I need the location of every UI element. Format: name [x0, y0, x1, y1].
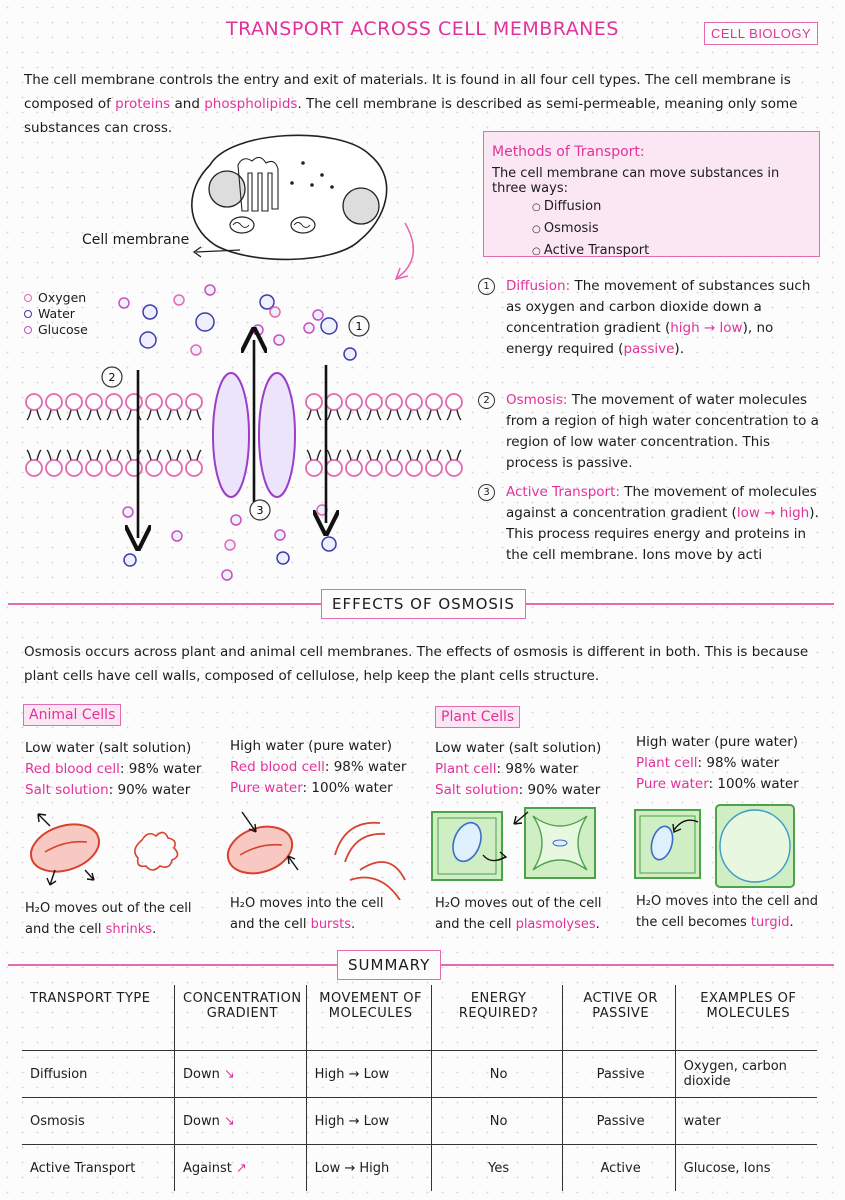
membrane-diagram	[20, 280, 470, 590]
phospholipid-head	[326, 394, 342, 410]
info-label: Red blood cell	[25, 761, 120, 777]
definition-text: The movement of molecules against a concentration gradient (	[506, 484, 817, 521]
condition-heading: Low water (salt solution)	[25, 740, 192, 756]
turgid-plant-cell-icon	[635, 805, 794, 887]
caption-text: H₂O moves out of the cell and the cell	[25, 901, 192, 937]
caption-plant-low	[435, 893, 605, 935]
plasmolysed-plant-cell-icon	[432, 808, 595, 880]
phospholipid-head	[306, 460, 322, 476]
phospholipid-tail	[387, 450, 401, 460]
topic-tag: CELL BIOLOGY	[704, 22, 818, 45]
phospholipid-head	[366, 460, 382, 476]
definition-text: The movement of substances such as oxygen and carbon dioxide down a concentration gradient (	[506, 278, 811, 336]
methods-item: ○ Active Transport	[532, 240, 809, 262]
info-label: Salt solution	[25, 782, 109, 798]
phospholipid-tail	[327, 450, 341, 460]
cell-membrane-label: Cell membrane	[82, 232, 190, 248]
caption-plant-high	[636, 891, 821, 933]
phospholipid-tail	[167, 410, 181, 420]
molecule-particle	[124, 554, 136, 566]
osmosis-section-title: EFFECTS OF OSMOSIS	[321, 589, 526, 619]
molecule-particle	[277, 552, 289, 564]
col-header: ACTIVE OR PASSIVE	[562, 985, 675, 1051]
info-value: : 100% water	[708, 776, 799, 792]
phospholipid-head	[426, 460, 442, 476]
table-row	[22, 1145, 817, 1192]
molecule-particle	[140, 332, 156, 348]
definition-number: 1	[478, 278, 495, 295]
cell-movement: Low → High	[306, 1145, 431, 1192]
info-value: : 98% water	[697, 755, 780, 771]
molecule-particle	[344, 348, 356, 360]
info-value: : 100% water	[302, 780, 393, 796]
down-gradient-icon: ↘	[223, 1066, 235, 1082]
shrunken-cell-icon	[135, 832, 178, 870]
col-header: TRANSPORT TYPE	[22, 985, 175, 1051]
condition-heading: High water (pure water)	[230, 738, 393, 754]
info-label: Pure water	[230, 780, 303, 796]
definition-number: 3	[478, 484, 495, 501]
plant-high-info	[636, 732, 836, 795]
cell-mode: Passive	[562, 1051, 675, 1098]
animal-cells-label: Animal Cells	[23, 704, 121, 726]
phospholipid-tail	[347, 410, 361, 420]
phospholipid-tail	[427, 450, 441, 460]
phospholipid-tail	[447, 450, 461, 460]
molecule-particle	[231, 515, 241, 525]
molecule-particle	[123, 507, 133, 517]
cell-movement: High → Low	[306, 1051, 431, 1098]
phospholipid-head	[426, 394, 442, 410]
molecule-particle	[322, 537, 336, 551]
phospholipid-tail	[167, 450, 181, 460]
phospholipid-tail	[407, 450, 421, 460]
phospholipid-head	[346, 460, 362, 476]
phospholipid-tail	[327, 410, 341, 420]
legend-glucose-label: Glucose	[38, 322, 88, 337]
summary-title: SUMMARY	[337, 950, 441, 980]
info-value: : 98% water	[119, 761, 202, 777]
info-value: : 98% water	[496, 761, 579, 777]
cell-illustration	[170, 125, 440, 285]
caption-text: H₂O moves into the cell and the cell	[230, 896, 384, 932]
condition-heading: Low water (salt solution)	[435, 740, 602, 756]
phospholipid-tail	[87, 410, 101, 420]
molecule-particle	[321, 318, 337, 334]
caption-highlight: plasmolyses	[515, 917, 596, 932]
definition-highlight: high → low	[670, 320, 743, 336]
info-label: Salt solution	[435, 782, 519, 798]
phospholipid-head	[186, 394, 202, 410]
gradient-text: Against	[183, 1160, 232, 1176]
cell-mode: Passive	[562, 1098, 675, 1145]
molecule-particle	[196, 313, 214, 331]
col-header: ENERGY REQUIRED?	[431, 985, 562, 1051]
cell-energy: No	[431, 1098, 562, 1145]
methods-list	[492, 196, 809, 262]
info-label: Pure water	[636, 776, 709, 792]
swelling-cell-icon	[222, 812, 298, 881]
molecule-particle	[143, 305, 157, 319]
gradient-text: Down	[183, 1066, 220, 1082]
cell-movement: High → Low	[306, 1098, 431, 1145]
phospholipid-head	[26, 394, 42, 410]
phospholipid-tail	[147, 410, 161, 420]
phospholipid-head	[446, 394, 462, 410]
caption-text: .	[351, 917, 356, 932]
molecule-particle	[205, 285, 215, 295]
info-value: : 98% water	[324, 759, 407, 775]
cell-energy: Yes	[431, 1145, 562, 1192]
caption-animal-low	[25, 898, 215, 940]
info-label: Plant cell	[435, 761, 497, 777]
phospholipid-head	[446, 460, 462, 476]
phospholipid-tail	[47, 450, 61, 460]
summary-header-row	[22, 985, 817, 1051]
red-blood-cell-icon	[25, 814, 105, 885]
cell-gradient	[175, 1051, 307, 1098]
phospholipid-tail	[47, 410, 61, 420]
molecule-particle	[313, 310, 323, 320]
condition-heading: High water (pure water)	[636, 734, 799, 750]
phospholipid-head	[26, 460, 42, 476]
definition-osmosis	[478, 390, 823, 474]
definition-active-transport	[478, 482, 823, 566]
definition-text: ). This process requires energy and proteins in the cell membrane. Ions move by acti	[506, 505, 819, 563]
osmosis-drawings	[20, 800, 820, 900]
table-row	[22, 1098, 817, 1145]
marker-3: 3	[256, 504, 264, 517]
intro-text-1: The cell membrane controls the entry and exit of materials. It is found in all four cell types. The cell membrane is composed of	[24, 72, 791, 112]
up-gradient-icon: ↗	[235, 1160, 247, 1176]
table-row	[22, 1051, 817, 1098]
info-value: : 90% water	[518, 782, 601, 798]
phospholipid-tail	[427, 410, 441, 420]
phospholipid-head	[146, 460, 162, 476]
phospholipid-head	[306, 394, 322, 410]
cell-type: Active Transport	[22, 1145, 175, 1192]
info-value: : 90% water	[108, 782, 191, 798]
molecule-particle	[119, 298, 129, 308]
caption-text: .	[595, 917, 600, 932]
molecule-particle	[274, 335, 284, 345]
definition-term: Active Transport:	[506, 484, 620, 500]
phospholipid-tail	[187, 410, 201, 420]
plant-low-info	[435, 738, 635, 801]
methods-item: ○ Diffusion	[532, 196, 809, 218]
info-label: Red blood cell	[230, 759, 325, 775]
phospholipid-tail	[367, 410, 381, 420]
cell-energy: No	[431, 1051, 562, 1098]
gradient-text: Down	[183, 1113, 220, 1129]
phospholipid-tail	[107, 410, 121, 420]
molecule-particle	[304, 323, 314, 333]
phospholipid-head	[66, 394, 82, 410]
caption-highlight: turgid	[750, 915, 790, 930]
molecule-particle	[253, 325, 263, 335]
page-title: TRANSPORT ACROSS CELL MEMBRANES	[226, 18, 619, 40]
phospholipid-tail	[87, 450, 101, 460]
phospholipid-tail	[387, 410, 401, 420]
cell-gradient	[175, 1098, 307, 1145]
plant-cells-label: Plant Cells	[435, 706, 520, 728]
phospholipid-head	[86, 460, 102, 476]
phospholipid-head	[146, 394, 162, 410]
col-header: EXAMPLES OF MOLECULES	[700, 991, 797, 1021]
phospholipid-head	[326, 460, 342, 476]
phospholipid-tail	[27, 450, 41, 460]
molecule-particle	[174, 295, 184, 305]
info-label: Plant cell	[636, 755, 698, 771]
phospholipid-head	[106, 460, 122, 476]
molecule-particle	[225, 540, 235, 550]
molecule-particle	[270, 307, 280, 317]
caption-text: H₂O moves out of the cell and the cell	[435, 896, 602, 932]
phospholipid-tail	[347, 450, 361, 460]
molecule-particle	[172, 531, 182, 541]
phospholipid-head	[366, 394, 382, 410]
phospholipid-tail	[187, 450, 201, 460]
definition-highlight: passive	[623, 341, 675, 357]
down-gradient-icon: ↘	[223, 1113, 235, 1129]
molecule-particle	[260, 295, 274, 309]
cell-type: Diffusion	[22, 1051, 175, 1098]
col-header: CONCENTRATION GRADIENT	[175, 985, 307, 1051]
molecule-particle	[275, 530, 285, 540]
caption-highlight: bursts	[310, 917, 352, 932]
definition-diffusion	[478, 276, 823, 360]
cell-type: Osmosis	[22, 1098, 175, 1145]
osmosis-paragraph: Osmosis occurs across plant and animal cell membranes. The effects of osmosis is different in both. This is because plant cells have cell walls, composed of cellulose, help keep the plant cells structure.	[24, 644, 809, 684]
molecule-particle	[191, 345, 201, 355]
phospholipid-head	[66, 460, 82, 476]
cell-examples: water	[675, 1098, 817, 1145]
molecule-particle	[222, 570, 232, 580]
summary-table	[22, 985, 817, 1191]
phospholipid-head	[126, 460, 142, 476]
cell-examples: Glucose, Ions	[675, 1145, 817, 1192]
intro-proteins: proteins	[115, 96, 171, 112]
definition-text: The movement of water molecules from a region of high water concentration to a region of low water concentration. This process is passive.	[506, 392, 819, 471]
methods-box	[483, 131, 820, 257]
phospholipid-head	[186, 460, 202, 476]
col-header: MOVEMENT OF MOLECULES	[306, 985, 431, 1051]
marker-2: 2	[108, 371, 116, 384]
phospholipid-head	[106, 394, 122, 410]
phospholipid-head	[166, 394, 182, 410]
cell-gradient	[175, 1145, 307, 1192]
phospholipid-tail	[407, 410, 421, 420]
phospholipid-head	[46, 394, 62, 410]
legend-water-label: Water	[38, 306, 75, 321]
animal-low-info	[25, 738, 225, 801]
intro-and: and	[174, 96, 200, 112]
methods-item: ○ Osmosis	[532, 218, 809, 240]
phospholipid-tail	[307, 450, 321, 460]
phospholipid-tail	[447, 410, 461, 420]
phospholipid-tail	[307, 410, 321, 420]
legend-oxygen-label: Oxygen	[38, 290, 87, 305]
phospholipid-head	[386, 394, 402, 410]
methods-heading: Methods of Transport:	[492, 144, 645, 160]
definition-highlight: low → high	[736, 505, 810, 521]
caption-animal-high	[230, 893, 405, 935]
definition-text: ), no energy required (	[506, 320, 774, 357]
animal-high-info	[230, 736, 430, 799]
cell-mode: Active	[562, 1145, 675, 1192]
phospholipid-head	[46, 460, 62, 476]
caption-highlight: shrinks	[105, 922, 153, 937]
phospholipid-head	[406, 394, 422, 410]
definition-term: Diffusion:	[506, 278, 571, 294]
caption-text: .	[152, 922, 157, 937]
phospholipid-head	[86, 394, 102, 410]
phospholipid-head	[406, 460, 422, 476]
phospholipid-tail	[27, 410, 41, 420]
intro-text-2: . The cell membrane is described as semi-permeable, meaning only some substances can cross.	[24, 96, 798, 136]
definition-term: Osmosis:	[506, 392, 568, 408]
intro-phospholipids: phospholipids	[204, 96, 298, 112]
definition-text: ).	[674, 341, 684, 357]
definition-number: 2	[478, 392, 495, 409]
phospholipid-tail	[67, 450, 81, 460]
phospholipid-tail	[147, 450, 161, 460]
phospholipid-tail	[67, 410, 81, 420]
phospholipid-head	[126, 394, 142, 410]
methods-text: The cell membrane can move substances in three ways:	[492, 166, 780, 196]
cell-examples: Oxygen, carbon dioxide	[675, 1051, 817, 1098]
phospholipid-tail	[107, 450, 121, 460]
phospholipid-tail	[367, 450, 381, 460]
marker-1: 1	[355, 320, 363, 333]
phospholipid-head	[386, 460, 402, 476]
caption-text: H₂O moves into the cell and the cell becomes	[636, 894, 819, 930]
burst-cell-icon	[335, 823, 405, 900]
caption-text: .	[789, 915, 794, 930]
phospholipid-head	[166, 460, 182, 476]
phospholipid-head	[346, 394, 362, 410]
